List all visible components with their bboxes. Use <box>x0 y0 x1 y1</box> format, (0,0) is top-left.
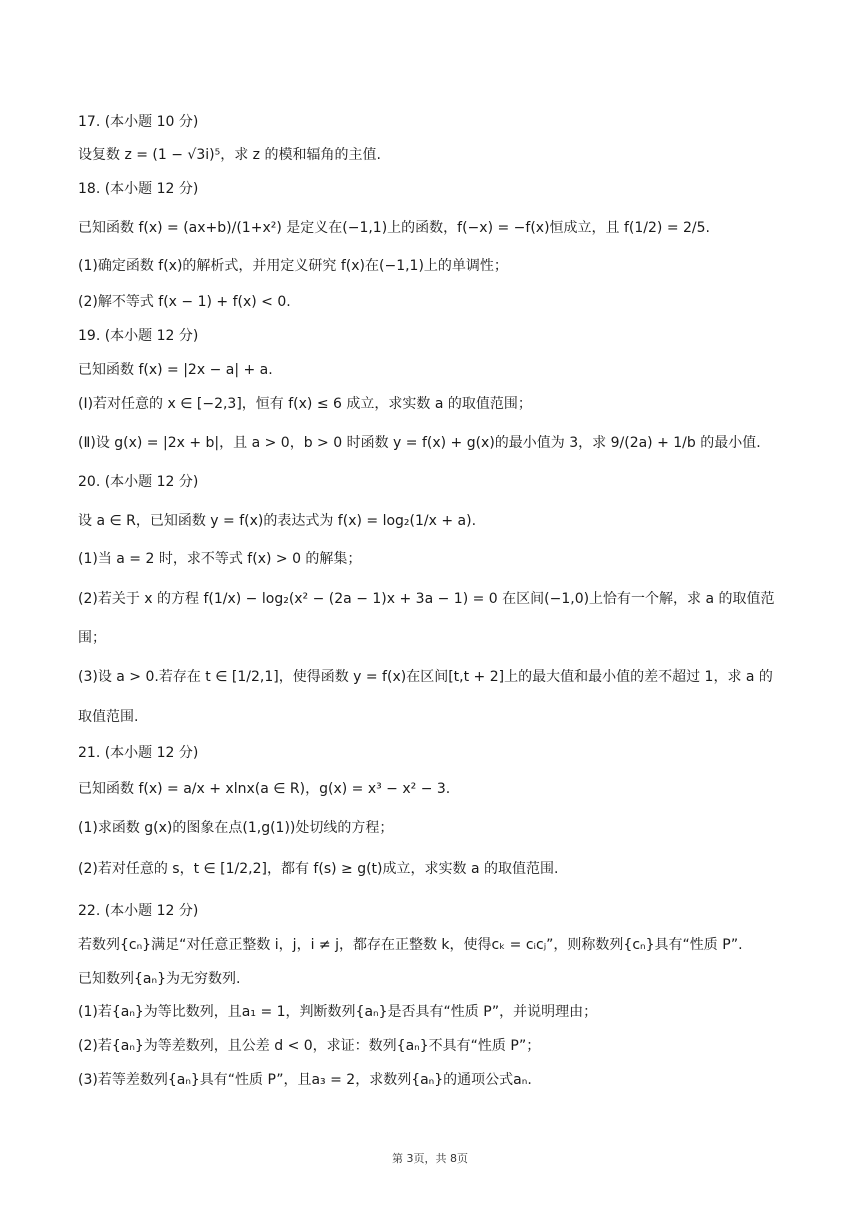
problem-20-heading: 20. (本小题 12 分) <box>78 474 199 490</box>
problem-17-text: 设复数 z = (1 − √3i)⁵，求 z 的模和辐角的主值. <box>78 147 381 163</box>
problem-20-part-2: (2)若关于 x 的方程 f(1/x) − log₂(x² − (2a − 1)x + 3a − 1) = 0 在区间(−1,0)上恰有一个解，求 a 的取值范 <box>78 591 775 607</box>
problem-20-part-3-cont: 取值范围. <box>78 709 139 725</box>
problem-22-part-1: (1)若{aₙ}为等比数列，且a₁ = 1，判断数列{aₙ}是否具有“性质 P”，并说明理由； <box>78 1004 598 1020</box>
problem-18-part-2: (2)解不等式 f(x − 1) + f(x) < 0. <box>78 294 291 310</box>
problem-20-part-3: (3)设 a > 0.若存在 t ∈ [1/2,1]，使得函数 y = f(x)在区间[t,t + 2]上的最大值和最小值的差不超过 1，求 a 的 <box>78 669 773 685</box>
problem-22-text-2: 已知数列{aₙ}为无穷数列. <box>78 971 241 987</box>
problem-20-part-2-cont: 围； <box>78 630 106 646</box>
problem-18-heading: 18. (本小题 12 分) <box>78 181 199 197</box>
problem-21-text: 已知函数 f(x) = a/x + xlnx(a ∈ R)，g(x) = x³ − x² − 3. <box>78 781 451 797</box>
problem-19-part-1: (Ⅰ)若对任意的 x ∈ [−2,3]，恒有 f(x) ≤ 6 成立，求实数 a 的取值范围； <box>78 396 532 412</box>
problem-20-text: 设 a ∈ R，已知函数 y = f(x)的表达式为 f(x) = log₂(1/x + a). <box>78 513 477 529</box>
problem-21-part-1: (1)求函数 g(x)的图象在点(1,g(1))处切线的方程； <box>78 820 394 836</box>
problem-17-heading: 17. (本小题 10 分) <box>78 114 199 130</box>
problem-20-part-1: (1)当 a = 2 时，求不等式 f(x) > 0 的解集； <box>78 551 362 567</box>
problem-22-part-2: (2)若{aₙ}为等差数列，且公差 d < 0，求证：数列{aₙ}不具有“性质 P”； <box>78 1038 541 1054</box>
problem-21-part-2: (2)若对任意的 s，t ∈ [1/2,2]，都有 f(s) ≥ g(t)成立，求实数 a 的取值范围. <box>78 861 559 877</box>
problem-19-text: 已知函数 f(x) = |2x − a| + a. <box>78 362 273 378</box>
problem-18-text: 已知函数 f(x) = (ax+b)/(1+x²) 是定义在(−1,1)上的函数，f(−x) = −f(x)恒成立，且 f(1/2) = 2/5. <box>78 220 710 236</box>
problem-21-heading: 21. (本小题 12 分) <box>78 745 199 761</box>
problem-22-heading: 22. (本小题 12 分) <box>78 903 199 919</box>
problem-22-part-3: (3)若等差数列{aₙ}具有“性质 P”，且a₃ = 2，求数列{aₙ}的通项公式aₙ. <box>78 1072 532 1088</box>
problem-19-heading: 19. (本小题 12 分) <box>78 328 199 344</box>
page-footer: 第 3页，共 8页 <box>392 1152 468 1165</box>
problem-19-part-2: (Ⅱ)设 g(x) = |2x + b|，且 a > 0，b > 0 时函数 y = f(x) + g(x)的最小值为 3，求 9/(2a) + 1/b 的最小值. <box>78 435 761 451</box>
problem-18-part-1: (1)确定函数 f(x)的解析式，并用定义研究 f(x)在(−1,1)上的单调性； <box>78 258 508 274</box>
problem-22-text: 若数列{cₙ}满足“对任意正整数 i，j，i ≠ j，都存在正整数 k，使得cₖ = cᵢcⱼ”，则称数列{cₙ}具有“性质 P”. <box>78 937 743 953</box>
